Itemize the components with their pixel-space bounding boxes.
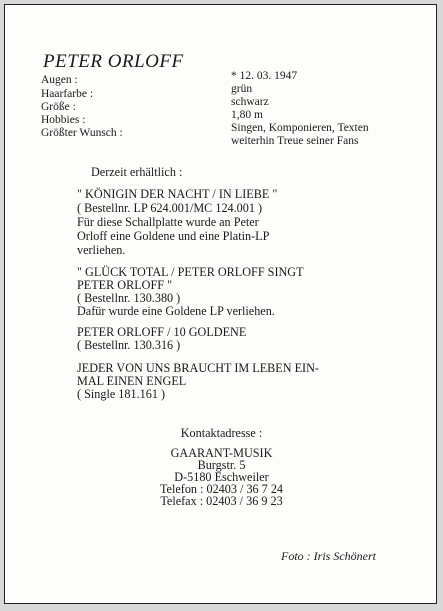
- release-1-note: Für diese Schallplatte wurde an Peter: [77, 215, 259, 229]
- label-hair: Haarfarbe :: [41, 88, 94, 100]
- label-eyes: Augen :: [41, 74, 78, 86]
- label-wish: Größter Wunsch :: [41, 127, 123, 139]
- release-1-note: Orloff eine Goldene und eine Platin-LP: [77, 229, 270, 243]
- available-heading: Derzeit erhältlich :: [91, 165, 183, 179]
- value-hobbies: Singen, Komponieren, Texten: [231, 122, 369, 134]
- value-height: 1,80 m: [231, 109, 263, 121]
- label-hobbies: Hobbies :: [41, 114, 86, 126]
- autograph-card: [4, 4, 437, 604]
- release-2-note: Dafür wurde eine Goldene LP verliehen.: [77, 304, 275, 318]
- contact-city: D-5180 Eschweiler: [174, 470, 269, 484]
- contact-heading: Kontaktadresse :: [180, 426, 263, 440]
- label-height: Größe :: [41, 101, 76, 113]
- contact-phone: Telefon : 02403 / 36 7 24: [159, 482, 284, 496]
- contact-street: Burgstr. 5: [197, 458, 246, 472]
- release-2-title: PETER ORLOFF ": [77, 278, 173, 292]
- release-1-note: verliehen.: [77, 243, 126, 257]
- release-1-title: " KÖNIGIN DER NACHT / IN LIEBE ": [77, 187, 278, 201]
- value-wish: weiterhin Treue seiner Fans: [231, 135, 359, 147]
- contact-fax: Telefax : 02403 / 36 9 23: [160, 494, 283, 508]
- release-4-title: JEDER VON UNS BRAUCHT IM LEBEN EIN-: [77, 361, 319, 375]
- artist-name: PETER ORLOFF: [43, 51, 184, 72]
- photo-credit: Foto : Iris Schönert: [281, 549, 376, 563]
- value-hair: schwarz: [231, 96, 269, 108]
- release-2-title: " GLÜCK TOTAL / PETER ORLOFF SINGT: [77, 265, 304, 279]
- release-3-order-number: ( Bestellnr. 130.316 ): [77, 338, 181, 352]
- birth-date: * 12. 03. 1947: [231, 70, 298, 82]
- release-2-order-number: ( Bestellnr. 130.380 ): [77, 291, 181, 305]
- value-eyes: grün: [231, 83, 253, 95]
- release-4-order-number: ( Single 181.161 ): [77, 387, 166, 401]
- contact-company: GAARANT-MUSIK: [170, 446, 273, 460]
- release-4-title: MAL EINEN ENGEL: [77, 374, 187, 388]
- release-3-title: PETER ORLOFF / 10 GOLDENE: [77, 325, 247, 339]
- release-1-order-number: ( Bestellnr. LP 624.001/MC 124.001 ): [77, 201, 263, 215]
